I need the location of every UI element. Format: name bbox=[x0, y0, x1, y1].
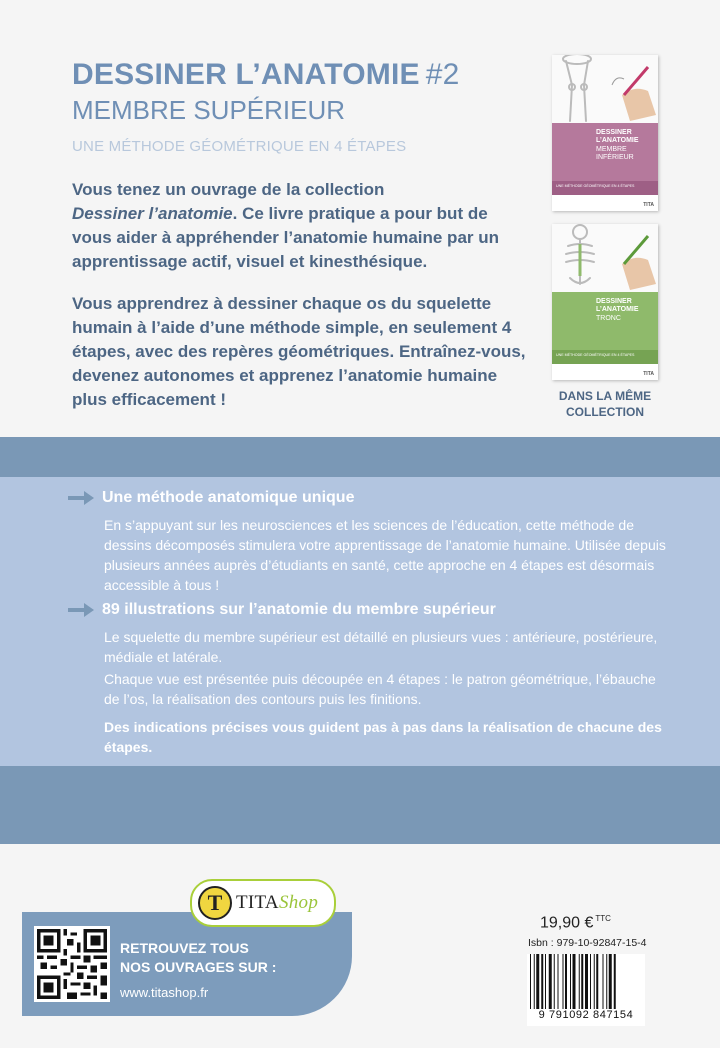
tagline: UNE MÉTHODE GÉOMÉTRIQUE EN 4 ÉTAPES bbox=[72, 138, 407, 155]
intro-text bbox=[72, 178, 532, 430]
book-strip: UNE MÉTHODE GÉOMÉTRIQUE EN 4 ÉTAPES bbox=[552, 181, 658, 195]
feature-illustrations bbox=[68, 600, 668, 757]
collection-line-2: COLLECTION bbox=[566, 405, 644, 419]
shop-promo bbox=[22, 912, 352, 1016]
volume-number: #2 bbox=[425, 58, 460, 91]
book-publisher: TITA bbox=[643, 371, 654, 377]
tita-logo-icon: T bbox=[198, 886, 232, 920]
page-title bbox=[72, 58, 542, 92]
logo-shop: Shop bbox=[278, 892, 319, 913]
feature-heading-text: Une méthode anatomique unique bbox=[102, 489, 355, 506]
qr-code-icon[interactable] bbox=[34, 926, 110, 1002]
feature-body bbox=[104, 627, 668, 709]
book-subtitle: MEMBRE INFÉRIEUR bbox=[596, 146, 634, 161]
book-cover-tronc[interactable] bbox=[552, 224, 658, 380]
book-title: DESSINER L’ANATOMIE bbox=[596, 298, 639, 313]
shop-url-link[interactable]: www.titashop.fr bbox=[120, 985, 209, 1000]
header bbox=[72, 58, 542, 155]
band-bottom bbox=[0, 766, 720, 844]
book-subtitle: TRONC bbox=[596, 315, 621, 322]
arrow-right-icon bbox=[68, 603, 94, 617]
barcode-number: 9 791092 847154 bbox=[527, 1009, 645, 1023]
book-band bbox=[552, 292, 658, 350]
same-collection-label bbox=[545, 388, 665, 420]
price-value: 19,90 € bbox=[540, 914, 594, 932]
collection-name: Dessiner l’anatomie bbox=[72, 204, 233, 223]
book-band bbox=[552, 123, 658, 181]
band-top bbox=[0, 437, 720, 477]
promo-line: RETROUVEZ TOUS bbox=[120, 940, 249, 956]
feature-heading-text: 89 illustrations sur l’anatomie du membre supérieur bbox=[102, 601, 496, 618]
feature-method bbox=[68, 488, 668, 595]
feature-heading bbox=[68, 488, 668, 508]
price bbox=[540, 914, 611, 932]
collection-line-1: DANS LA MÊME bbox=[558, 389, 652, 403]
book-title: DESSINER L’ANATOMIE bbox=[596, 129, 639, 144]
price-suffix: TTC bbox=[595, 914, 611, 923]
page-subtitle: MEMBRE SUPÉRIEUR bbox=[72, 95, 346, 125]
feature-body-paragraph: Le squelette du membre supérieur est détaillé en plusieurs vues : antérieure, postérieure, médiale et latérale. bbox=[104, 629, 658, 665]
book-cover-membre-inferieur[interactable] bbox=[552, 55, 658, 211]
logo-name: TITA bbox=[236, 892, 279, 913]
intro-paragraph-2: Vous apprendrez à dessiner chaque os du squelette humain à l’aide d’une méthode simple, en seulement 4 étapes, avec des repères géométriques. Entraînez-vous, devenez autonomes et apprenez l’anatomie humaine plus efficacement ! bbox=[72, 294, 526, 409]
intro-paragraph-1 bbox=[72, 178, 532, 274]
promo-line: NOS OUVRAGES SUR : bbox=[120, 959, 277, 975]
feature-highlight: Des indications précises vous guident pas à pas dans la réalisation de chacune des étapes. bbox=[104, 719, 662, 755]
book-publisher: TITA bbox=[643, 202, 654, 208]
titashop-logo[interactable] bbox=[190, 879, 336, 927]
arrow-right-icon bbox=[68, 491, 94, 505]
title-text: DESSINER L’ANATOMIE bbox=[72, 58, 420, 91]
promo-text bbox=[120, 939, 276, 1000]
skeleton-drawing-icon bbox=[552, 55, 658, 125]
intro-rest: . Ce livre pratique a pour but de vous aider à appréhender l’anatomie humaine par un apprentissage actif, visuel et kinesthésique. bbox=[72, 204, 500, 271]
isbn: Isbn : 979-10-92847-15-4 bbox=[528, 937, 647, 949]
feature-body: En s’appuyant sur les neurosciences et les sciences de l’éducation, cette méthode de dessins décomposés stimulera votre apprentissage de l’anatomie humaine. Utilisée depuis plusieurs années auprès d’étudiants en santé, cette approche en 4 étapes est désormais accessible à tous ! bbox=[104, 517, 666, 593]
titashop-wordmark bbox=[236, 892, 318, 914]
intro-lead: Vous tenez un ouvrage de la collection bbox=[72, 180, 385, 199]
book-strip: UNE MÉTHODE GÉOMÉTRIQUE EN 4 ÉTAPES bbox=[552, 350, 658, 364]
skeleton-drawing-icon bbox=[552, 224, 658, 294]
feature-heading bbox=[68, 600, 668, 620]
feature-body-paragraph: Chaque vue est présentée puis découpée en 4 étapes : le patron géométrique, l’ébauche de l’os, la réalisation des contours puis les finitions. bbox=[104, 671, 656, 707]
